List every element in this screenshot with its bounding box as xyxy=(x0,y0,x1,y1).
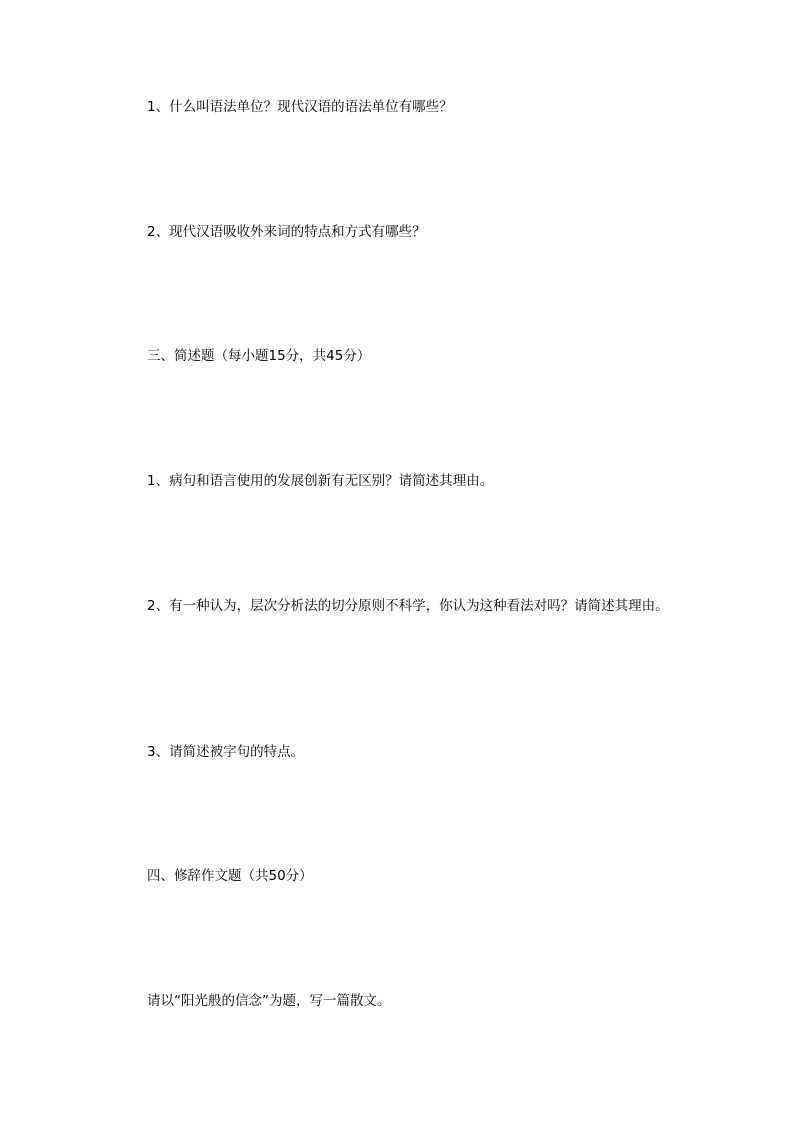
section-4-heading: 四、修辞作文题（共50分） xyxy=(147,868,313,884)
question-2: 2、现代汉语吸收外来词的特点和方式有哪些？ xyxy=(147,224,426,240)
section-3-item-1: 1、病句和语言使用的发展创新有无区别？请简述其理由。 xyxy=(147,473,494,489)
section-3-item-2: 2、有一种认为，层次分析法的切分原则不科学，你认为这种看法对吗？请简述其理由。 xyxy=(147,598,669,614)
essay-prompt: 请以“阳光般的信念”为题，写一篇散文。 xyxy=(147,993,391,1009)
section-3-item-3: 3、请简述被字句的特点。 xyxy=(147,744,305,760)
question-1: 1、什么叫语法单位？现代汉语的语法单位有哪些？ xyxy=(147,99,453,115)
section-3-heading: 三、简述题（每小题15分，共45分） xyxy=(147,348,371,364)
